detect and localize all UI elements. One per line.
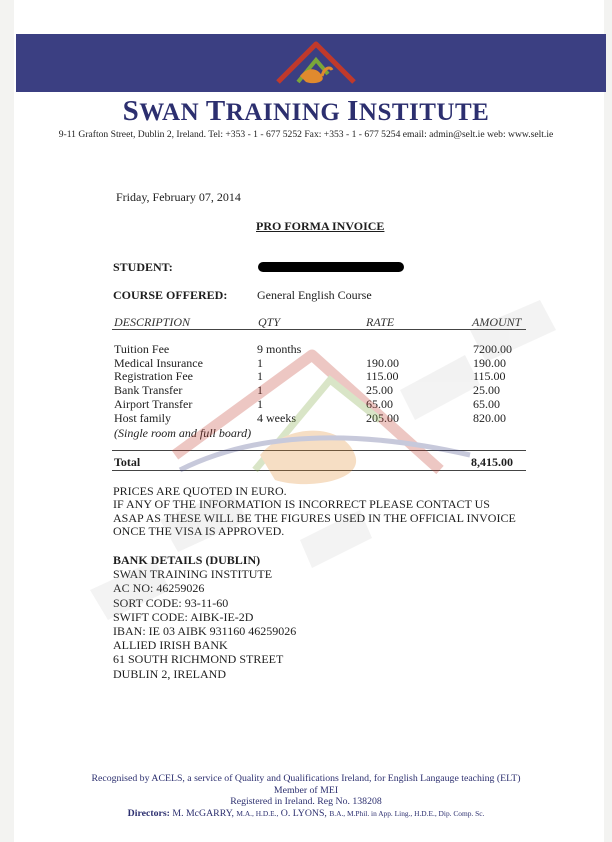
bank-line: 61 SOUTH RICHMOND STREET (113, 652, 284, 667)
item-amount: 190.00 (473, 355, 506, 370)
notice-line: IF ANY OF THE INFORMATION IS INCORRECT PLEASE CONTACT US (113, 497, 490, 512)
item-qty: 1 (257, 396, 263, 411)
total-value: 8,415.00 (471, 455, 513, 469)
item-rate: 25.00 (366, 383, 393, 398)
item-rate: 65.00 (366, 396, 393, 411)
footer-accreditation: Recognised by ACELS, a service of Quality and Qualifications Ireland, for English Langauge teaching (ELT) (91, 773, 521, 784)
address-line: 9-11 Grafton Street, Dublin 2, Ireland. Tel: +353 - 1 - 677 5252 Fax: +353 - 1 - 677 5254 email: admin@selt.ie web: www.selt.ie (58, 129, 554, 140)
host-family-note: (Single room and full board) (114, 426, 252, 440)
item-description: Host family (114, 410, 171, 425)
item-description: Medical Insurance (114, 355, 203, 370)
student-label: STUDENT: (113, 260, 173, 274)
footer-registration: Registered in Ireland. Reg No. 138208 (230, 796, 382, 808)
course-value: General English Course (257, 288, 372, 302)
header-rule (112, 329, 526, 330)
bank-heading: BANK DETAILS (DUBLIN) (113, 553, 261, 567)
item-description: Bank Transfer (114, 383, 183, 398)
item-qty: 1 (257, 383, 263, 398)
item-description: Registration Fee (114, 369, 193, 384)
bank-line: IBAN: IE 03 AIBK 931160 46259026 (113, 624, 297, 639)
col-header-amount: AMOUNT (472, 315, 522, 329)
item-qty: 1 (257, 369, 263, 384)
bank-line: SWIFT CODE: AIBK-IE-2D (113, 609, 254, 624)
total-rule-bottom (112, 470, 526, 471)
bank-line: SWAN TRAINING INSTITUTE (113, 567, 273, 582)
footer-membership: Member of MEI (273, 784, 339, 796)
col-header-qty: QTY (258, 315, 281, 329)
notice-line: PRICES ARE QUOTED IN EURO. (113, 484, 287, 498)
item-rate: 190.00 (366, 355, 399, 370)
bank-line: ALLIED IRISH BANK (113, 638, 228, 653)
bank-line: AC NO: 46259026 (113, 581, 205, 596)
item-description: Airport Transfer (114, 396, 193, 411)
document-title: PRO FORMA INVOICE (256, 219, 385, 233)
total-rule-top (112, 450, 526, 451)
item-qty: 4 weeks (257, 410, 296, 425)
item-amount: 7200.00 (473, 342, 512, 356)
notice-line: ASAP AS THESE WILL BE THE FIGURES USED IN THE OFFICIAL INVOICE (113, 510, 516, 525)
item-amount: 820.00 (473, 410, 506, 425)
course-label: COURSE OFFERED: (113, 288, 228, 302)
footer-directors: Directors: M. McGARRY, M.A., H.D.E., O. LYONS, B.A., M.Phil. in App. Ling., H.D.E., Dip. Comp. Sc. (127, 807, 485, 819)
item-amount: 115.00 (473, 369, 506, 384)
item-rate: 115.00 (366, 369, 399, 384)
bank-line: DUBLIN 2, IRELAND (113, 666, 226, 681)
institute-name: SWAN TRAINING INSTITUTE (122, 95, 490, 127)
item-amount: 25.00 (473, 383, 500, 398)
item-qty: 1 (257, 355, 263, 370)
invoice-date: Friday, February 07, 2014 (116, 190, 241, 204)
notice-line: ONCE THE VISA IS APPROVED. (113, 524, 285, 539)
item-rate: 205.00 (366, 410, 399, 425)
footer (0, 773, 612, 819)
item-description: Tuition Fee (114, 342, 170, 356)
total-label: Total (114, 455, 141, 469)
pricing-notice (113, 485, 516, 539)
swan-logo (270, 38, 360, 88)
col-header-rate: RATE (366, 315, 395, 329)
redacted-student-name (258, 262, 404, 272)
bank-line: SORT CODE: 93-11-60 (113, 595, 229, 610)
col-header-description: DESCRIPTION (114, 315, 190, 329)
item-qty: 9 months (257, 342, 302, 356)
bank-details (113, 553, 296, 681)
item-amount: 65.00 (473, 396, 500, 411)
